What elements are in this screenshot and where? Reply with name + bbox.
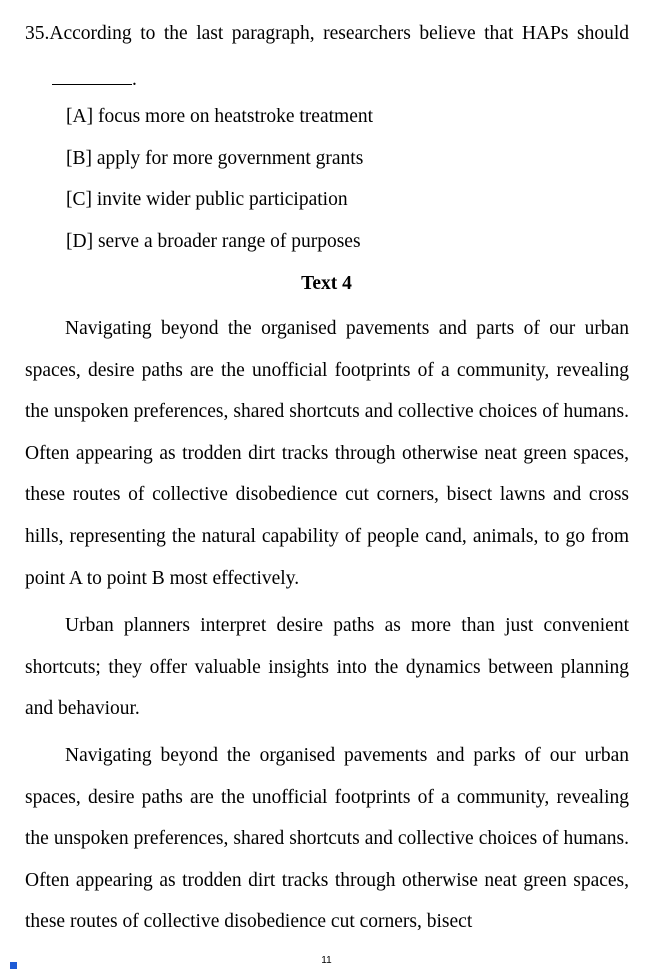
page-number: 11	[321, 955, 332, 966]
answer-options	[66, 103, 373, 269]
paragraph-2: Urban planners interpret desire paths as more than just convenient shortcuts; they offer valuable insights into the dynamics between planning and behaviour.	[25, 615, 629, 720]
corner-square-icon	[10, 962, 17, 969]
answer-blank[interactable]	[52, 64, 132, 85]
option-c[interactable]: [C] invite wider public participation	[66, 189, 348, 210]
paragraph-3: Navigating beyond the organised pavements and parks of our urban spaces, desire paths are the unofficial footprints of a community, revealing the unspoken preferences, shared shortcuts and collective choices of humans. Often appearing as trodden dirt tracks through otherwise neat green spaces, these routes of collective disobedience cut corners, bisect	[25, 745, 629, 933]
blank-period: .	[132, 69, 137, 90]
question-stem: 35.According to the last paragraph, researchers believe that HAPs should	[25, 23, 629, 44]
option-b[interactable]: [B] apply for more government grants	[66, 147, 364, 169]
option-a[interactable]: [A] focus more on heatstroke treatment	[66, 106, 374, 127]
answer-blank-line	[52, 64, 137, 94]
section-title: Text 4	[301, 273, 352, 294]
paragraph-1: Navigating beyond the organised pavements and parts of our urban spaces, desire paths are the unofficial footprints of a community, revealing the unspoken preferences, shared shortcuts and collective choices of humans. Often appearing as trodden dirt tracks through otherwise neat green spaces, these routes of collective disobedience cut corners, bisect lawns and cross hills, representing the natural capability of people cand, animals, to go from point A to point B most effectively.	[25, 318, 629, 589]
option-d[interactable]: [D] serve a broader range of purposes	[66, 230, 361, 252]
